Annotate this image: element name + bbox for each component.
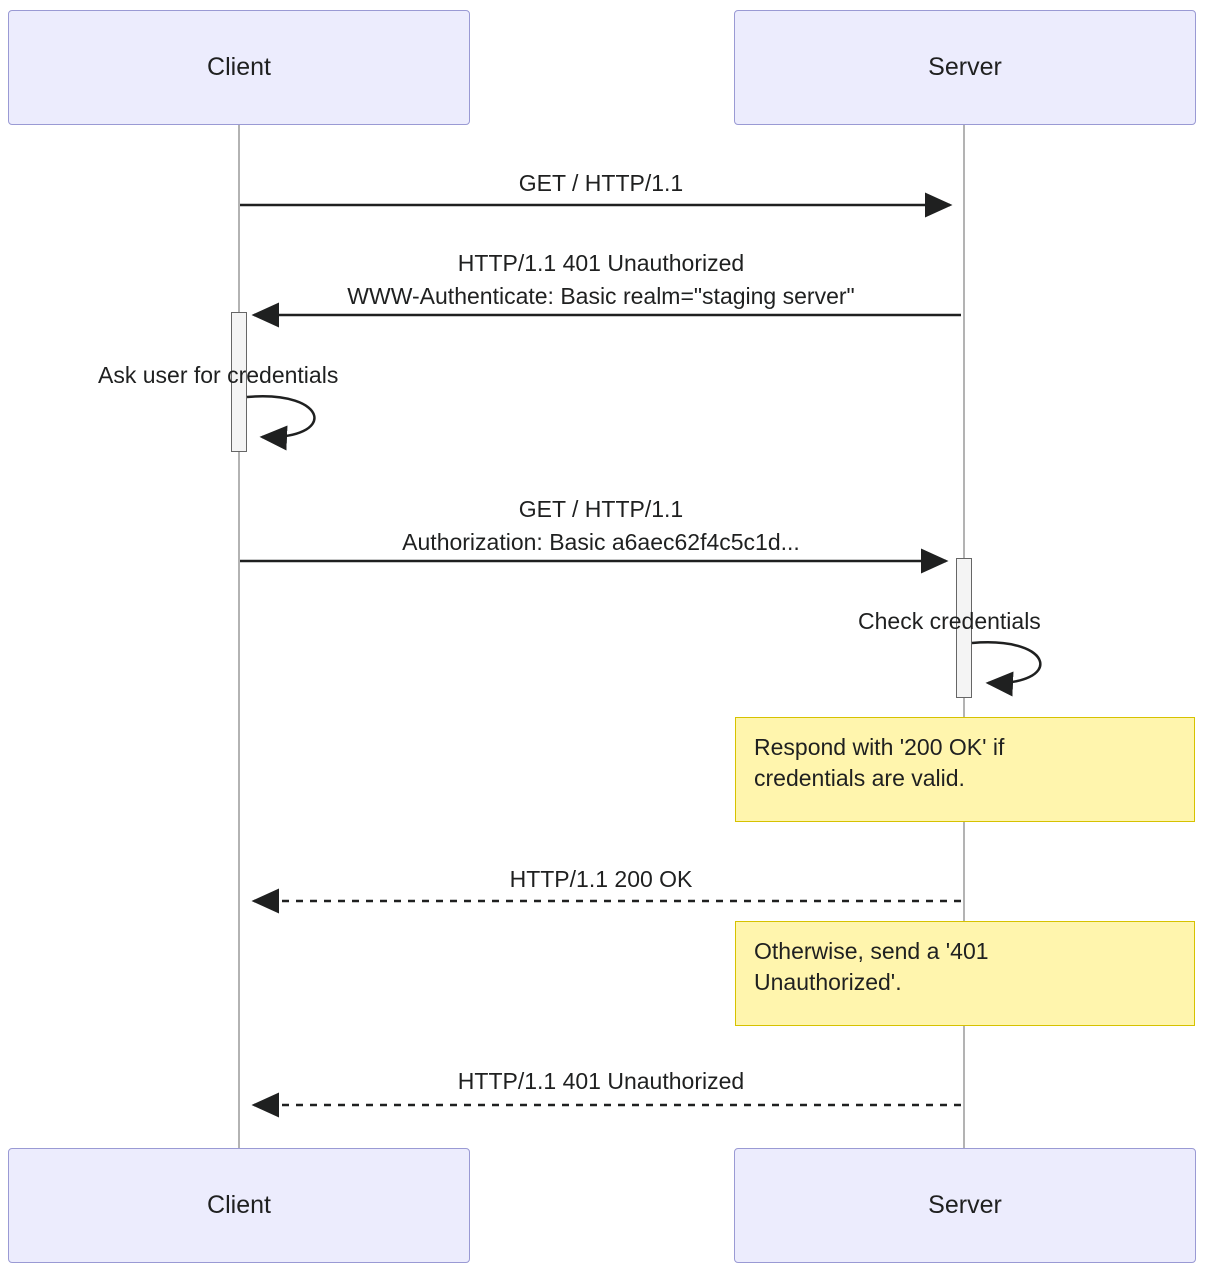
note2-line2: Unauthorized'.: [754, 969, 902, 996]
actor-label-client-bottom: Client: [207, 1191, 271, 1219]
actor-label-server-top: Server: [928, 53, 1002, 81]
actor-label-client-top: Client: [207, 53, 271, 81]
actor-box-client-top[interactable]: [8, 10, 470, 125]
actor-box-server-top[interactable]: [734, 10, 1196, 125]
actor-label-server-bottom: Server: [928, 1191, 1002, 1219]
actor-box-server-bottom[interactable]: [734, 1148, 1196, 1263]
message-label-m7: HTTP/1.1 401 Unauthorized: [457, 1068, 745, 1094]
message-label-m1: GET / HTTP/1.1: [518, 170, 684, 196]
message-label-m6: HTTP/1.1 200 OK: [509, 866, 693, 892]
message-label-m3: Ask user for credentials: [98, 362, 339, 388]
message-label-m5: Check credentials: [858, 608, 1041, 634]
message-label-m4-line1: GET / HTTP/1.1: [518, 496, 684, 522]
message-label-m4-line2: Authorization: Basic a6aec62f4c5c1d...: [402, 529, 800, 555]
actor-box-client-bottom[interactable]: [8, 1148, 470, 1263]
note1-line1: Respond with '200 OK' if: [754, 734, 1005, 760]
note2-line1: Otherwise, send a '401: [754, 938, 989, 964]
message-label-m2-line2: WWW-Authenticate: Basic realm="staging server": [347, 283, 855, 309]
note1-line2: credentials are valid.: [754, 765, 965, 792]
note-respond-200-ok: [735, 717, 1195, 822]
note-otherwise-401: [735, 921, 1195, 1026]
message-label-m2-line1: HTTP/1.1 401 Unauthorized: [457, 250, 745, 276]
